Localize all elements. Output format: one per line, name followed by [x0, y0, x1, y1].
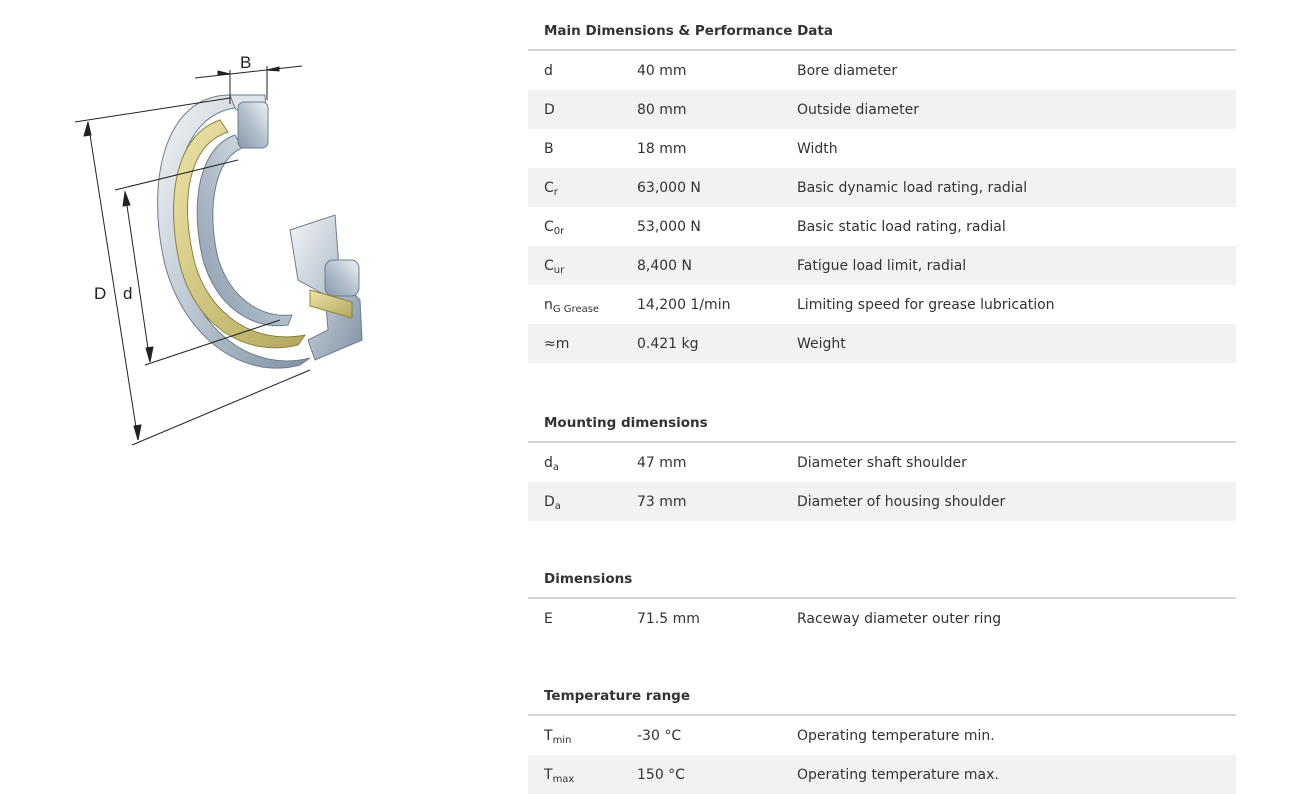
symbol-cell: E: [544, 610, 553, 627]
symbol-cell: D: [544, 101, 555, 118]
description-cell: Diameter of housing shoulder: [797, 493, 1006, 510]
symbol-cell: B: [544, 140, 554, 157]
section-title: Temperature range: [528, 665, 1236, 716]
table-row: [528, 90, 1236, 129]
value-cell: 63,000 N: [637, 179, 701, 196]
value-cell: 8,400 N: [637, 257, 693, 274]
symbol-cell: $d_a$: [544, 454, 560, 473]
table-row: [528, 482, 1236, 521]
symbol-cell: $C_{ur}$: [544, 257, 565, 276]
section-title: Main Dimensions & Performance Data: [528, 0, 1236, 51]
section-title: Dimensions: [528, 548, 1236, 599]
value-cell: 47 mm: [637, 454, 687, 471]
value-cell: 0.421 kg: [637, 335, 699, 352]
symbol-cell: $C_r$: [544, 179, 558, 198]
section-mounting-dimensions: [528, 392, 1236, 521]
table-row: [528, 207, 1236, 246]
value-cell: 73 mm: [637, 493, 687, 510]
dimension-label-d: d: [123, 284, 133, 303]
symbol-cell: $D_a$: [544, 493, 561, 512]
symbol-cell: $T_{max}$: [544, 766, 575, 785]
description-cell: Bore diameter: [797, 62, 898, 79]
table-row: [528, 755, 1236, 794]
table-row: [528, 246, 1236, 285]
value-cell: -30 °C: [637, 727, 682, 744]
value-cell: 40 mm: [637, 62, 687, 79]
value-cell: 80 mm: [637, 101, 687, 118]
description-cell: Operating temperature max.: [797, 766, 999, 783]
dimension-label-D: D: [94, 284, 107, 303]
table-row: [528, 599, 1236, 638]
dimension-label-B: B: [240, 53, 252, 72]
description-cell: Fatigue load limit, radial: [797, 257, 967, 274]
symbol-cell: $C_{0r}$: [544, 218, 565, 237]
description-cell: Diameter shaft shoulder: [797, 454, 967, 471]
value-cell: 18 mm: [637, 140, 687, 157]
section-temperature-range: [528, 665, 1236, 794]
table-row: [528, 129, 1236, 168]
description-cell: Basic static load rating, radial: [797, 218, 1006, 235]
value-cell: 14,200 1/min: [637, 296, 731, 313]
section-main-dimensions: [528, 0, 1236, 363]
description-cell: Limiting speed for grease lubrication: [797, 296, 1055, 313]
table-row: [528, 324, 1236, 363]
description-cell: Weight: [797, 335, 846, 352]
symbol-cell: ≈m: [544, 335, 570, 352]
symbol-cell: $n_{G Grease}$: [544, 296, 600, 315]
symbol-cell: d: [544, 62, 553, 79]
description-cell: Width: [797, 140, 838, 157]
description-cell: Outside diameter: [797, 101, 919, 118]
symbol-cell: $T_{min}$: [544, 727, 572, 746]
description-cell: Operating temperature min.: [797, 727, 995, 744]
specification-tables: [528, 0, 1236, 794]
table-row: [528, 168, 1236, 207]
roller-top: [238, 102, 268, 148]
table-row: [528, 716, 1236, 755]
section-dimensions: [528, 548, 1236, 638]
value-cell: 150 °C: [637, 766, 685, 783]
inner-ring: [197, 135, 292, 326]
description-cell: Raceway diameter outer ring: [797, 610, 1002, 627]
table-row: [528, 443, 1236, 482]
description-cell: Basic dynamic load rating, radial: [797, 179, 1028, 196]
bearing-drawing: [70, 40, 390, 460]
table-row: [528, 51, 1236, 90]
value-cell: 53,000 N: [637, 218, 701, 235]
value-cell: 71.5 mm: [637, 610, 700, 627]
section-title: Mounting dimensions: [528, 392, 1236, 443]
table-row: [528, 285, 1236, 324]
